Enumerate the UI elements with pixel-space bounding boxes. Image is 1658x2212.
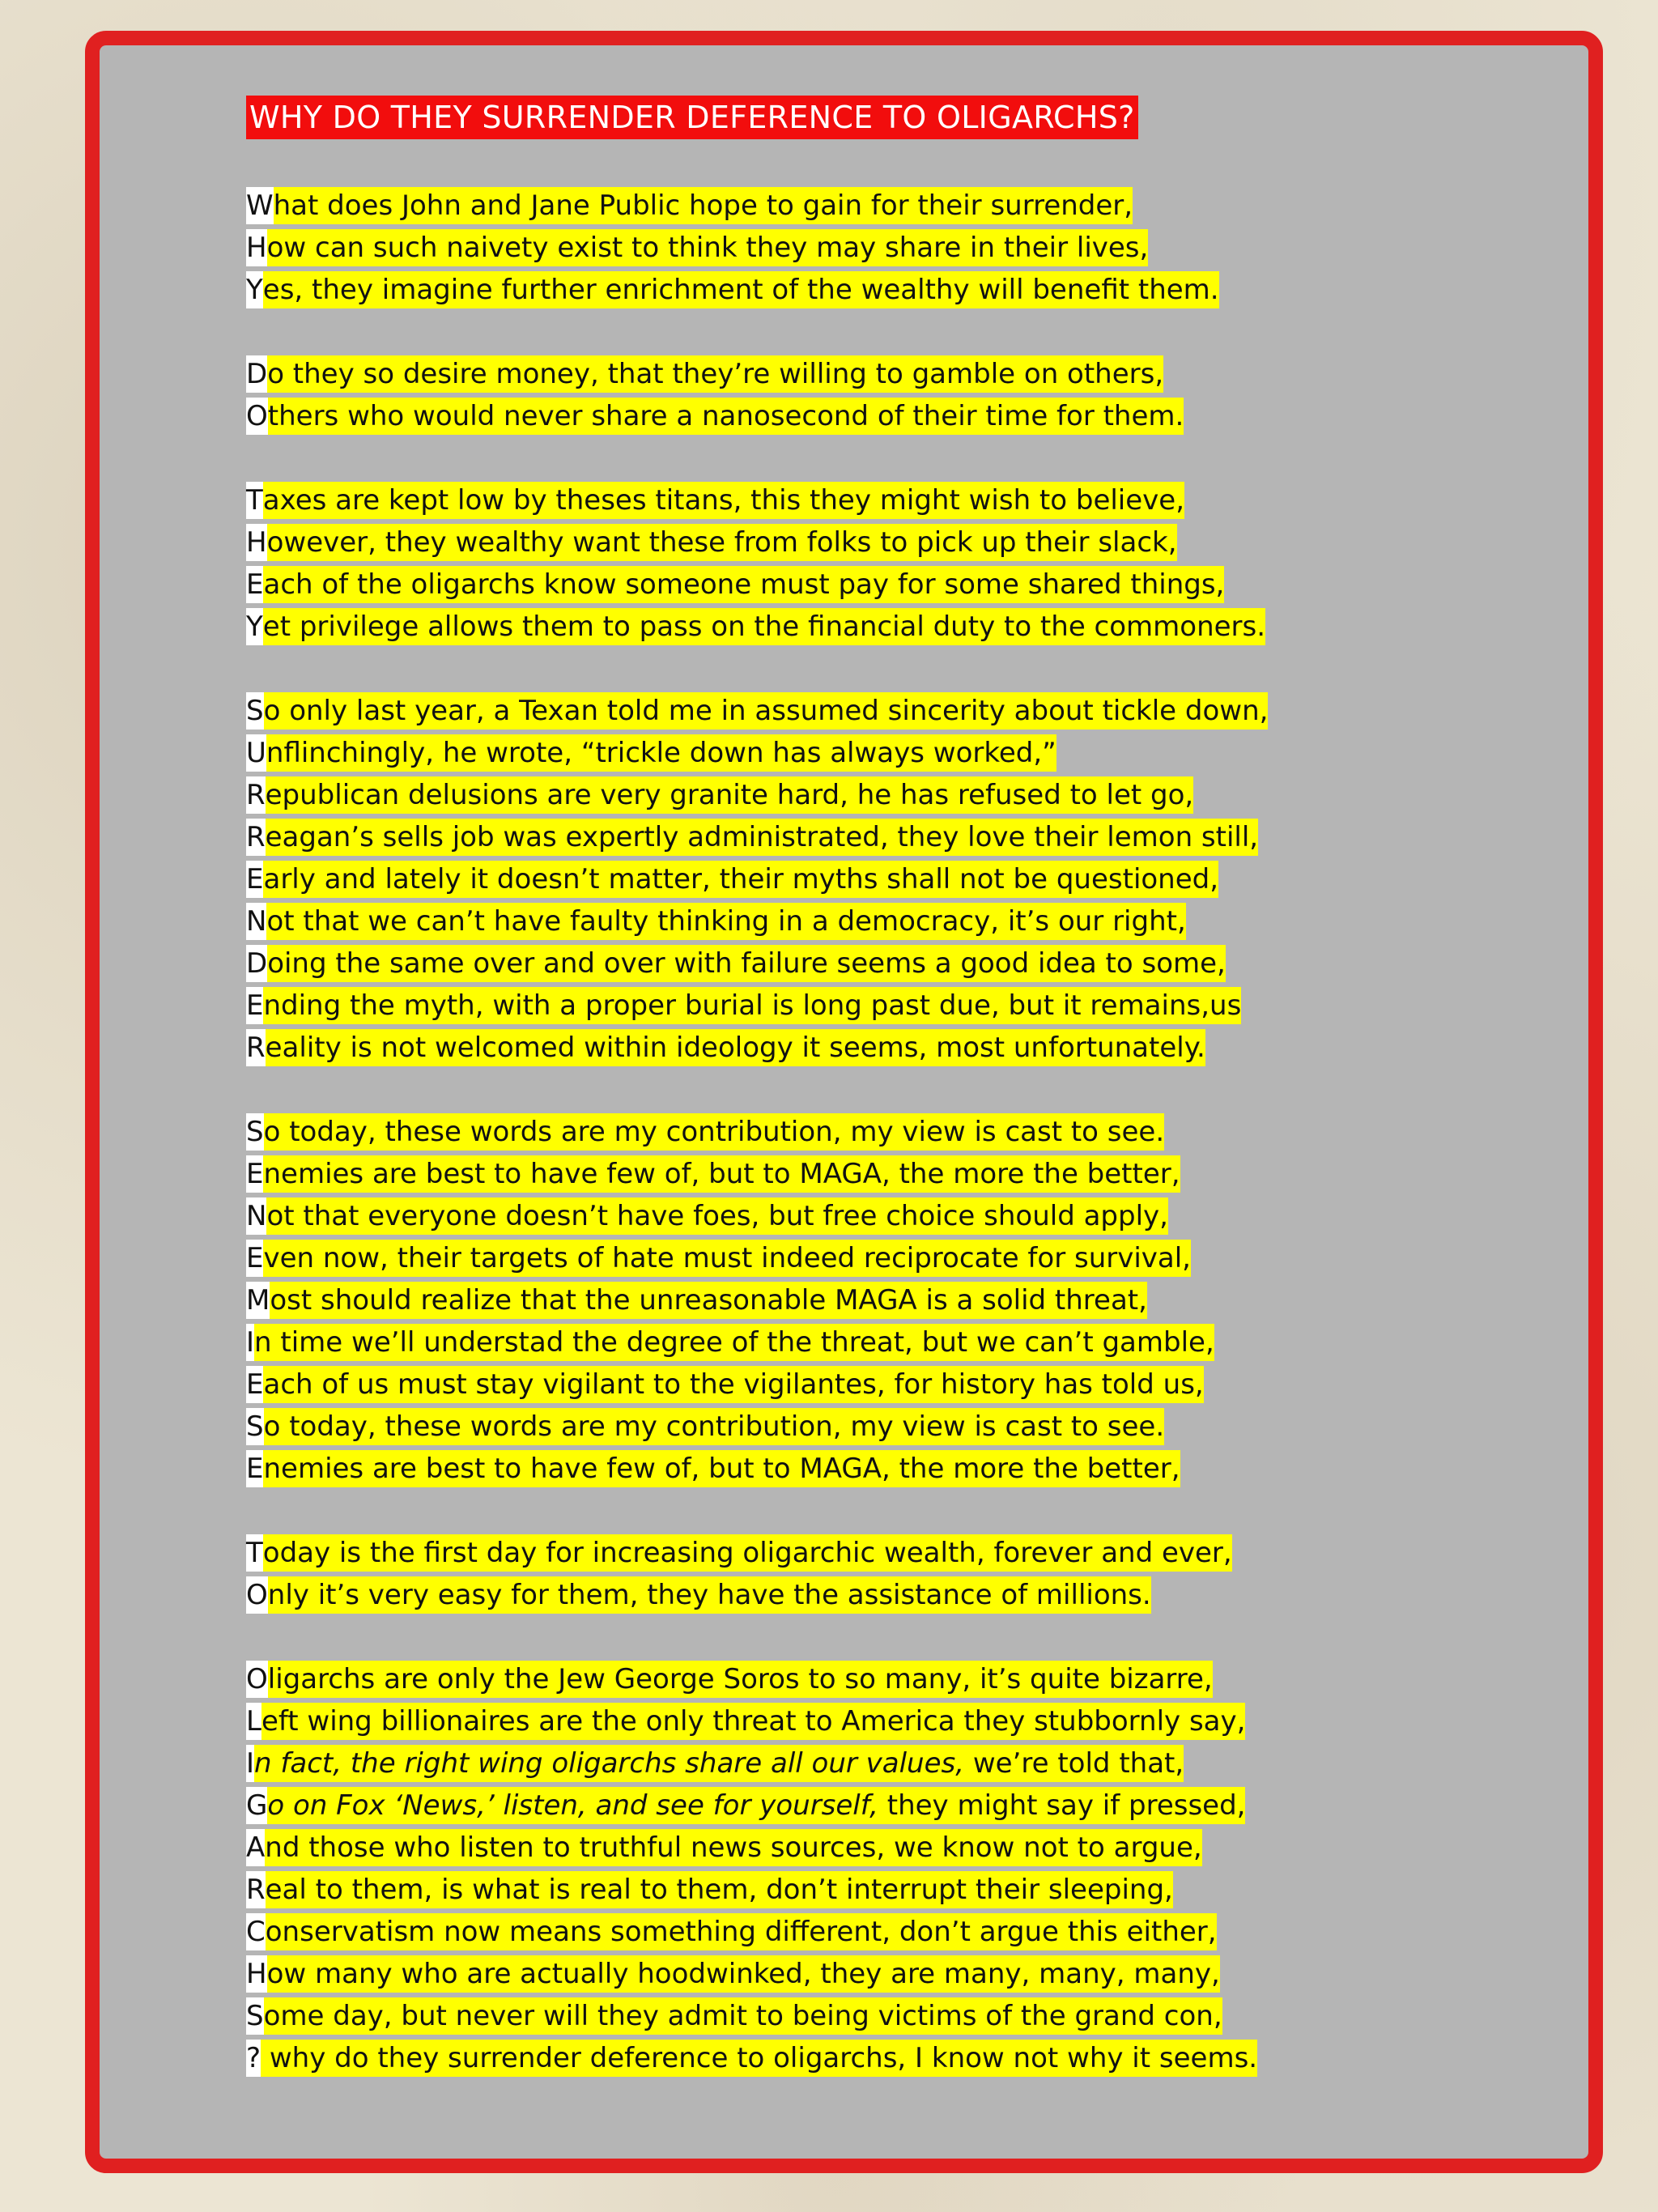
line-italic-text: o on Fox ‘News,’ listen, and see for yourself, bbox=[267, 1787, 878, 1824]
poem-line bbox=[246, 1827, 1396, 1869]
acrostic-letter: Y bbox=[246, 608, 263, 645]
poem-line bbox=[246, 1363, 1396, 1406]
stanza bbox=[246, 353, 1396, 437]
poem-line bbox=[246, 1111, 1396, 1153]
acrostic-letter: T bbox=[246, 482, 263, 519]
poem-line bbox=[246, 2037, 1396, 2079]
line-text: eality is not welcomed within ideology it seems, most unfortunately. bbox=[266, 1029, 1205, 1066]
acrostic-letter: R bbox=[246, 776, 266, 814]
stanza bbox=[246, 1111, 1396, 1490]
line-text: ome day, but never will they admit to being victims of the grand con, bbox=[264, 1997, 1222, 2035]
line-text: epublican delusions are very granite hard, he has refused to let go, bbox=[266, 776, 1194, 814]
poem-line bbox=[246, 353, 1396, 395]
line-text: eft wing billionaires are the only threat to America they stubbornly say, bbox=[261, 1703, 1245, 1740]
acrostic-letter: E bbox=[246, 1450, 263, 1487]
poem-line bbox=[246, 1237, 1396, 1279]
poem-line bbox=[246, 606, 1396, 648]
poem-title: WHY DO THEY SURRENDER DEFERENCE TO OLIGARCHS? bbox=[246, 96, 1138, 139]
poem-line bbox=[246, 269, 1396, 311]
line-text: owever, they wealthy want these from folks to pick up their slack, bbox=[267, 524, 1177, 561]
poem-line bbox=[246, 900, 1396, 942]
acrostic-letter: Y bbox=[246, 271, 263, 308]
poem-line bbox=[246, 816, 1396, 858]
poem-line bbox=[246, 1742, 1396, 1784]
stanza bbox=[246, 185, 1396, 311]
poem-line bbox=[246, 564, 1396, 606]
acrostic-letter: D bbox=[246, 355, 267, 393]
acrostic-letter: E bbox=[246, 1366, 263, 1403]
line-text: o only last year, a Texan told me in assumed sincerity about tickle down, bbox=[264, 692, 1269, 730]
line-text: ot that we can’t have faulty thinking in a democracy, it’s our right, bbox=[266, 903, 1185, 940]
line-text: ow many who are actually hoodwinked, they are many, many, many, bbox=[267, 1955, 1220, 1993]
acrostic-letter: I bbox=[246, 1745, 254, 1782]
poem-line bbox=[246, 1700, 1396, 1742]
poem-line bbox=[246, 1448, 1396, 1490]
line-text: nemies are best to have few of, but to MAGA, the more the better, bbox=[263, 1450, 1180, 1487]
acrostic-letter: E bbox=[246, 1155, 263, 1193]
acrostic-letter: D bbox=[246, 945, 267, 982]
line-text: ow can such naivety exist to think they may share in their lives, bbox=[267, 229, 1149, 266]
poem-line bbox=[246, 479, 1396, 521]
stanza bbox=[246, 479, 1396, 648]
poem-line bbox=[246, 1784, 1396, 1827]
acrostic-letter: N bbox=[246, 1197, 266, 1235]
acrostic-letter: O bbox=[246, 1576, 268, 1614]
acrostic-letter: E bbox=[246, 566, 263, 603]
acrostic-letter: R bbox=[246, 1029, 266, 1066]
poem-line bbox=[246, 858, 1396, 900]
poem-line bbox=[246, 521, 1396, 564]
poem-line bbox=[246, 732, 1396, 774]
acrostic-letter: S bbox=[246, 1408, 264, 1445]
line-text: axes are kept low by theses titans, this they might wish to believe, bbox=[263, 482, 1184, 519]
line-text: arly and lately it doesn’t matter, their myths shall not be questioned, bbox=[263, 861, 1218, 898]
poem-line bbox=[246, 227, 1396, 269]
poem-line bbox=[246, 690, 1396, 732]
acrostic-letter: I bbox=[246, 1324, 254, 1361]
poem-line bbox=[246, 942, 1396, 985]
poem-line bbox=[246, 1869, 1396, 1911]
line-text: ach of the oligarchs know someone must pay for some shared things, bbox=[263, 566, 1224, 603]
acrostic-letter: H bbox=[246, 524, 267, 561]
poem-line bbox=[246, 1321, 1396, 1363]
line-text: oday is the first day for increasing oligarchic wealth, forever and ever, bbox=[263, 1534, 1232, 1572]
acrostic-letter: G bbox=[246, 1787, 267, 1824]
line-text: ot that everyone doesn’t have foes, but free choice should apply, bbox=[266, 1197, 1168, 1235]
poem-line bbox=[246, 774, 1396, 816]
acrostic-letter: C bbox=[246, 1913, 266, 1950]
line-text: thers who would never share a nanosecond of their time for them. bbox=[268, 398, 1184, 435]
poem-line bbox=[246, 1153, 1396, 1195]
line-text: nemies are best to have few of, but to MAGA, the more the better, bbox=[263, 1155, 1180, 1193]
acrostic-letter: N bbox=[246, 903, 266, 940]
acrostic-letter: ? bbox=[246, 2040, 261, 2077]
acrostic-letter: H bbox=[246, 1955, 267, 1993]
acrostic-letter: E bbox=[246, 1240, 263, 1277]
acrostic-letter: O bbox=[246, 1661, 268, 1698]
line-text: nd those who listen to truthful news sources, we know not to argue, bbox=[265, 1829, 1201, 1866]
poem-line bbox=[246, 1658, 1396, 1700]
acrostic-letter: R bbox=[246, 819, 266, 856]
line-text: why do they surrender deference to oligarchs, I know not why it seems. bbox=[261, 2040, 1257, 2077]
line-text: es, they imagine further enrichment of the wealthy will benefit them. bbox=[263, 271, 1219, 308]
line-text: nding the myth, with a proper burial is long past due, but it remains,us bbox=[263, 987, 1241, 1024]
acrostic-letter: U bbox=[246, 734, 266, 772]
line-text: n time we’ll understad the degree of the threat, but we can’t gamble, bbox=[254, 1324, 1214, 1361]
line-text: hat does John and Jane Public hope to gain for their surrender, bbox=[274, 187, 1133, 224]
acrostic-letter: W bbox=[246, 187, 274, 224]
line-text: o they so desire money, that they’re willing to gamble on others, bbox=[267, 355, 1163, 393]
line-text: ost should realize that the unreasonable MAGA is a solid threat, bbox=[270, 1282, 1147, 1319]
poem-line bbox=[246, 1574, 1396, 1616]
line-text: oing the same over and over with failure seems a good idea to some, bbox=[267, 945, 1226, 982]
poem bbox=[246, 96, 1396, 2121]
line-text: o today, these words are my contribution, my view is cast to see. bbox=[264, 1113, 1165, 1151]
poem-line bbox=[246, 185, 1396, 227]
poem-body bbox=[246, 185, 1396, 2079]
line-italic-text: n fact, the right wing oligarchs share all our values, bbox=[254, 1745, 964, 1782]
acrostic-letter: S bbox=[246, 692, 264, 730]
poem-line bbox=[246, 1406, 1396, 1448]
line-text: et privilege allows them to pass on the financial duty to the commoners. bbox=[263, 608, 1265, 645]
line-text: they might say if pressed, bbox=[878, 1787, 1246, 1824]
line-text: o today, these words are my contribution, my view is cast to see. bbox=[264, 1408, 1165, 1445]
acrostic-letter: R bbox=[246, 1871, 266, 1908]
line-text: we’re told that, bbox=[964, 1745, 1184, 1782]
stanza bbox=[246, 690, 1396, 1069]
line-text: eal to them, is what is real to them, don’t interrupt their sleeping, bbox=[266, 1871, 1173, 1908]
poem-line bbox=[246, 1911, 1396, 1953]
acrostic-letter: O bbox=[246, 398, 268, 435]
acrostic-letter: E bbox=[246, 987, 263, 1024]
line-text: ligarchs are only the Jew George Soros to so many, it’s quite bizarre, bbox=[268, 1661, 1213, 1698]
acrostic-letter: S bbox=[246, 1113, 264, 1151]
line-text: ach of us must stay vigilant to the vigilantes, for history has told us, bbox=[263, 1366, 1203, 1403]
acrostic-letter: L bbox=[246, 1703, 261, 1740]
line-text: ven now, their targets of hate must indeed reciprocate for survival, bbox=[263, 1240, 1191, 1277]
line-text: nflinchingly, he wrote, “trickle down has always worked,” bbox=[266, 734, 1056, 772]
poem-line bbox=[246, 395, 1396, 437]
acrostic-letter: S bbox=[246, 1997, 264, 2035]
poem-line bbox=[246, 1953, 1396, 1995]
poem-line bbox=[246, 985, 1396, 1027]
stanza bbox=[246, 1532, 1396, 1616]
acrostic-letter: M bbox=[246, 1282, 270, 1319]
poem-line bbox=[246, 1995, 1396, 2037]
acrostic-letter: E bbox=[246, 861, 263, 898]
poem-line bbox=[246, 1027, 1396, 1069]
poem-line bbox=[246, 1279, 1396, 1321]
poem-line bbox=[246, 1532, 1396, 1574]
stanza bbox=[246, 1658, 1396, 2079]
acrostic-letter: A bbox=[246, 1829, 265, 1866]
line-text: onservatism now means something different, don’t argue this either, bbox=[266, 1913, 1217, 1950]
acrostic-letter: T bbox=[246, 1534, 263, 1572]
line-text: eagan’s sells job was expertly administrated, they love their lemon still, bbox=[266, 819, 1259, 856]
poem-line bbox=[246, 1195, 1396, 1237]
line-text: nly it’s very easy for them, they have the assistance of millions. bbox=[268, 1576, 1151, 1614]
acrostic-letter: H bbox=[246, 229, 267, 266]
